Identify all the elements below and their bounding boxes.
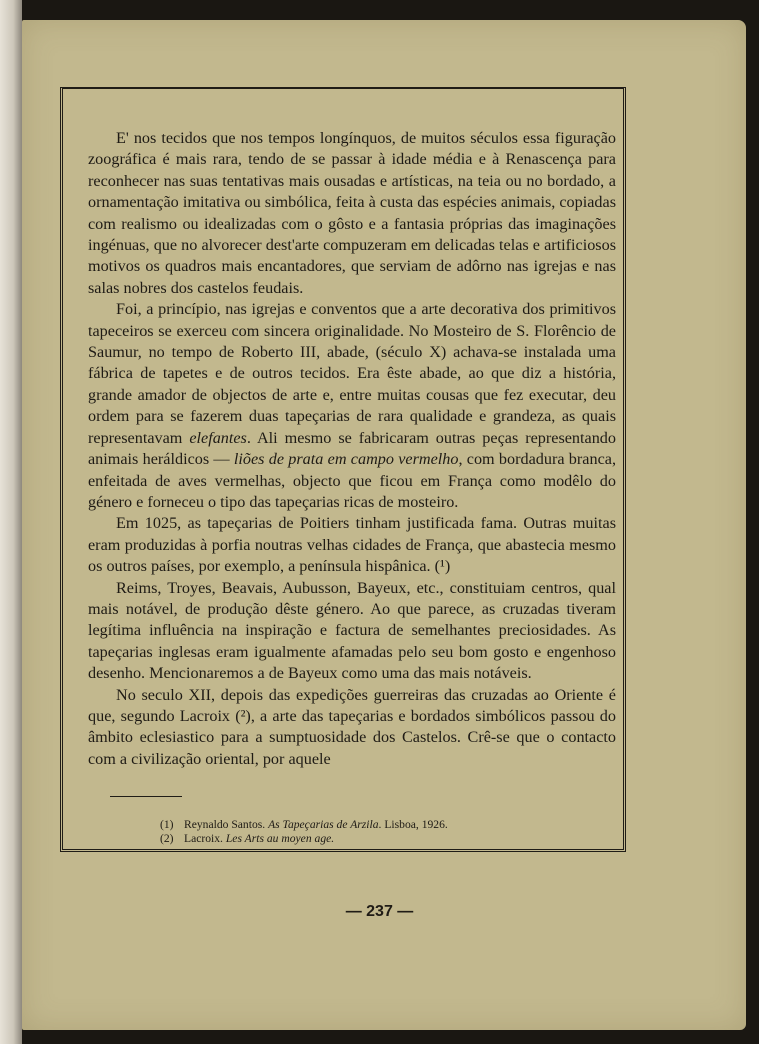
- footnote-2-title: Les Arts au moyen age.: [225, 832, 335, 845]
- footnotes: [160, 818, 580, 846]
- paragraph-4: Reims, Troyes, Beavais, Aubusson, Bayeux, etc., constituiam centros, qual mais notável, de produção dêste género. Ao que parece, as cruzadas tiveram legítima influência na inspiração e factura de semelhantes preciosidades. As tapeçarias inglesas eram igualmente afamadas pelo seu bom gosto e engenhoso desenho. Mencionaremos a de Bayeux como uma das mais notáveis.: [88, 578, 616, 683]
- footnote-1-author: Reynaldo Santos.: [184, 818, 269, 831]
- paragraph-3: Em 1025, as tapeçarias de Poitiers tinham justificada fama. Outras muitas eram produzidas à porfia noutras velhas cidades de França, que abastecia mesmo os outros países, por exemplo, a península hispânica. (¹): [88, 514, 616, 576]
- footnote-2-number: (2): [160, 832, 174, 845]
- adjacent-page-edge: [0, 0, 22, 1044]
- paragraph-5: No seculo XII, depois das expedições guerreiras das cruzadas ao Oriente é que, segundo Lacroix (²), a arte das tapeçarias e bordados simbólicos passou do âmbito eclesiastico para a sumptuosidade dos Castelos. Crê-se que o contacto com a civilização oriental, por aquele: [88, 685, 616, 768]
- paragraph-1: E' nos tecidos que nos tempos longínquos, de muitos séculos essa figuração zoográfica é mais rara, tendo de se passar à idade média e à Renascença para reconhecer nas suas tentativas mais ousadas e artísticas, na teia ou no bordado, a ornamentação imitativa ou simbólica, feita à custa das espécies animais, copiadas com realismo ou idealizadas com o gôsto e a fantasia próprias das imaginações ingénuas, que no alvorecer dest'arte compuzeram em delicadas telas e artificiosos motivos os quadros mais encantadores, que serviam de adôrno nas igrejas e nas salas nobres dos castelos feudais.: [88, 129, 616, 297]
- page-number: — 237 —: [345, 903, 414, 920]
- footnote-2-author: Lacroix.: [184, 832, 226, 845]
- footnote-1-number: (1): [160, 818, 174, 831]
- footnote-separator: [110, 796, 182, 797]
- footnote-2: [160, 832, 580, 846]
- footnote-1: [160, 818, 580, 832]
- footnote-1-rest: . Lisboa, 1926.: [378, 818, 448, 831]
- paragraph-2-part-a: Foi, a princípio, nas igrejas e conventos que a arte decorativa dos primitivos tapeceiros se exerceu com sincera originalidade. No Mosteiro de S. Florêncio de Saumur, no tempo de Roberto III, abade, (século X) achava-se instalada uma fábrica de tapetes e de outros tecidos. Era êste abade, ao que diz a história, grande amador de objectos de arte e, entre muitas cousas que fez executar, deu ordem para se fazerem duas tapeçarias de rara qualidade e grandeza, as quais representavam: [88, 300, 616, 447]
- italic-lioes: liões de prata em campo vermelho: [233, 450, 459, 469]
- paragraph-2: [88, 299, 616, 513]
- paragraph-2-part-b: . Ali mesmo se fabricaram outras peças representando animais heráldicos —: [88, 428, 616, 469]
- italic-elefantes: elefantes: [189, 428, 247, 447]
- footnote-1-title: As Tapeçarias de Arzila: [268, 818, 379, 831]
- main-text: [88, 128, 616, 770]
- paragraph-2-part-c: , com bordadura branca, enfeitada de aves vermelhas, objecto que ficou em França como modêlo do género e forneceu o tipo das tapeçarias ricas de mosteiro.: [88, 450, 616, 511]
